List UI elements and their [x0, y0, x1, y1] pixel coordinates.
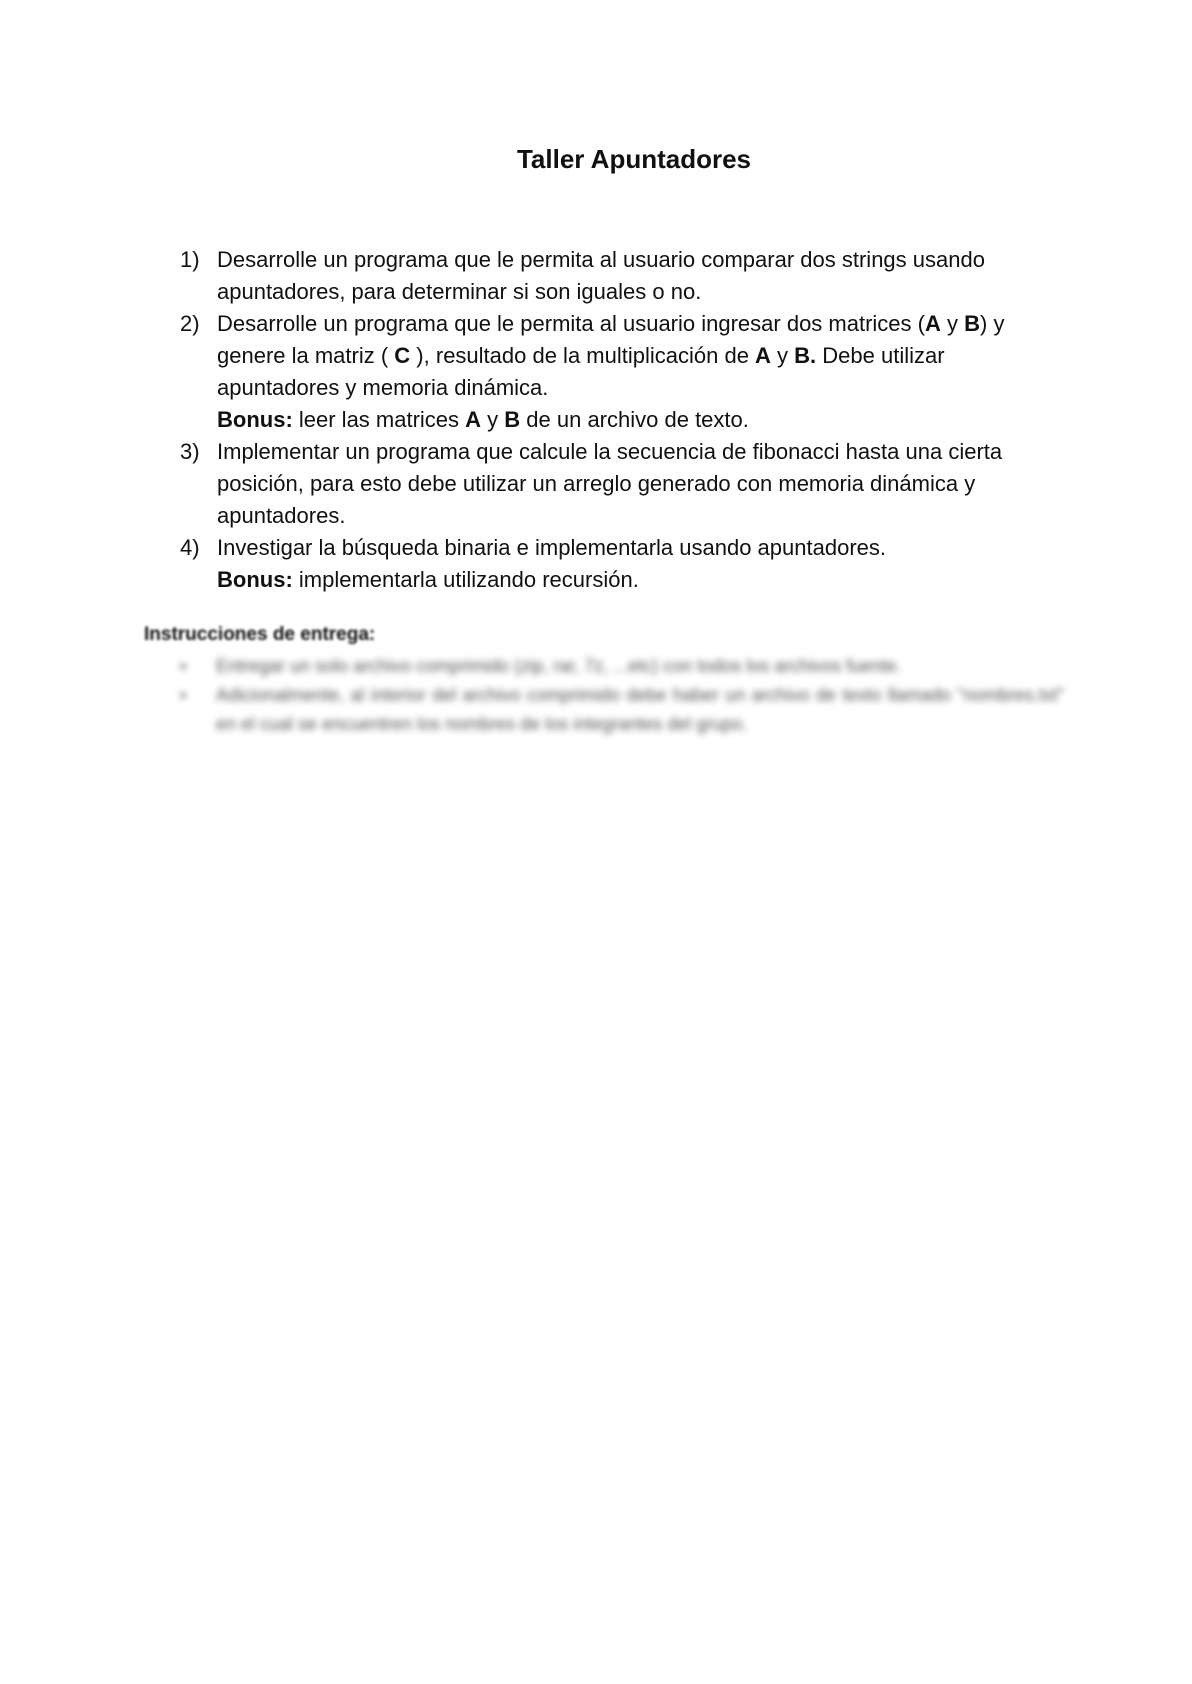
task-number: 3) — [180, 439, 200, 464]
task-number: 1) — [180, 247, 200, 272]
task-item-3 — [180, 436, 1060, 532]
task-text: Investigar la búsqueda binaria e implementarla usando apuntadores. — [217, 535, 886, 560]
task-number: 2) — [180, 311, 200, 336]
task-text: Desarrolle un programa que le permita al usuario comparar dos strings usando apuntadores, para determinar si son iguales o no. — [217, 247, 985, 304]
bonus-note: Bonus: implementarla utilizando recursión. — [217, 567, 639, 592]
instructions-heading: Instrucciones de entrega: — [144, 624, 376, 645]
instruction-item: ▪ Adicionalmente, al interior del archivo comprimido debe haber un archivo de texto llamado "nombres.txt" en el cual se encuentren los nombres de los integrantes del grupo. — [144, 681, 1064, 739]
delivery-instructions — [144, 624, 1064, 739]
task-item-1 — [180, 244, 1060, 308]
task-number: 4) — [180, 535, 200, 560]
instructions-list — [144, 652, 1064, 739]
task-item-4 — [180, 532, 1060, 596]
task-item-2 — [180, 308, 1060, 436]
page-title: Taller Apuntadores — [516, 144, 752, 174]
task-list — [180, 244, 1060, 596]
task-text: Implementar un programa que calcule la secuencia de fibonacci hasta una cierta posición, para esto debe utilizar un arreglo generado con memoria dinámica y apuntadores. — [217, 439, 1003, 528]
bonus-note: Bonus: leer las matrices A y B de un archivo de texto. — [217, 407, 749, 432]
instruction-item: ▪ Entregar un solo archivo comprimido (zip, rar, 7z, ...etc) con todos los archivos fuente. — [144, 652, 1064, 681]
task-text: Desarrolle un programa que le permita al usuario ingresar dos matrices (A y B) y genere la matriz ( C ), resultado de la multiplicación de A y B. Debe utilizar apuntadores y memoria dinámica. — [217, 311, 1005, 400]
